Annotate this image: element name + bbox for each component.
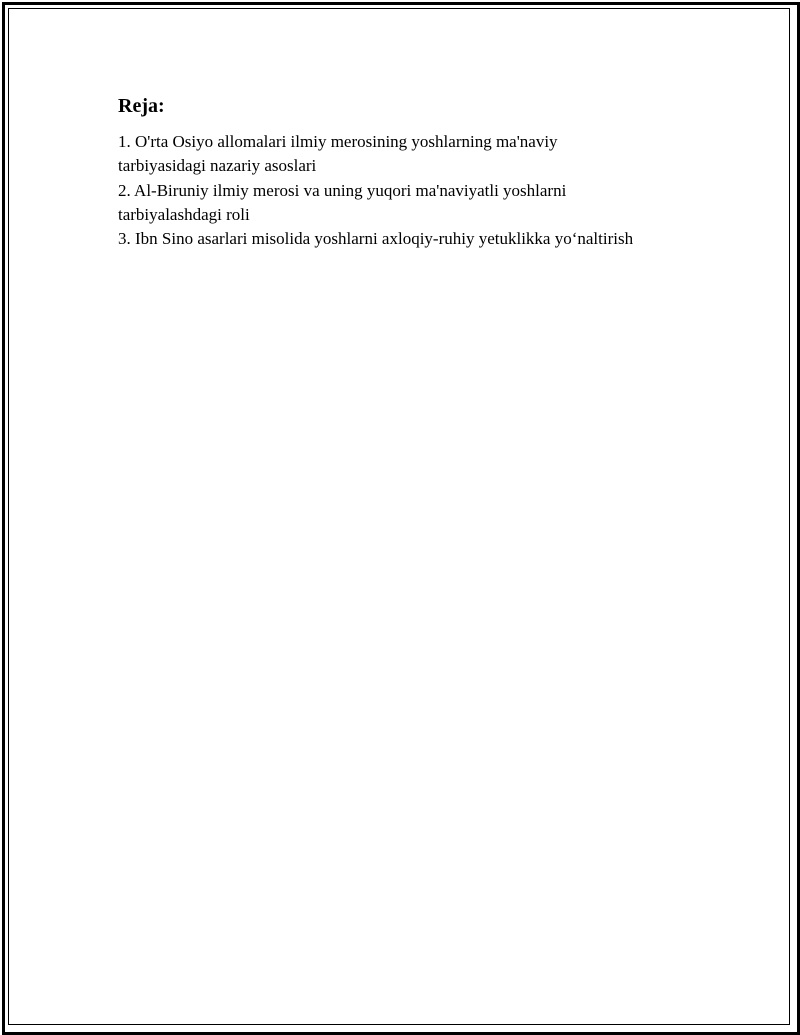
plan-item-1 [118, 130, 718, 179]
plan-item-3 [118, 227, 718, 251]
plan-item-1-line-1: 1. O'rta Osiyo allomalari ilmiy merosining yoshlarning ma'naviy [118, 132, 558, 151]
plan-item-3-line-1: 3. Ibn Sino asarlari misolida yoshlarni axloqiy-ruhiy yetuklikka yoʻnaltirish [118, 229, 634, 249]
plan-item-1-line-2: tarbiyasidagi nazariy asoslari [118, 156, 317, 176]
plan-list [118, 130, 718, 251]
document-content [118, 92, 718, 251]
plan-item-2 [118, 179, 718, 228]
plan-heading: Reja: [118, 95, 165, 117]
plan-item-2-line-2: tarbiyalashdagi roli [118, 204, 250, 224]
plan-item-2-line-1: 2. Al-Biruniy ilmiy merosi va uning yuqori ma'naviyatli yoshlarni [118, 180, 567, 200]
